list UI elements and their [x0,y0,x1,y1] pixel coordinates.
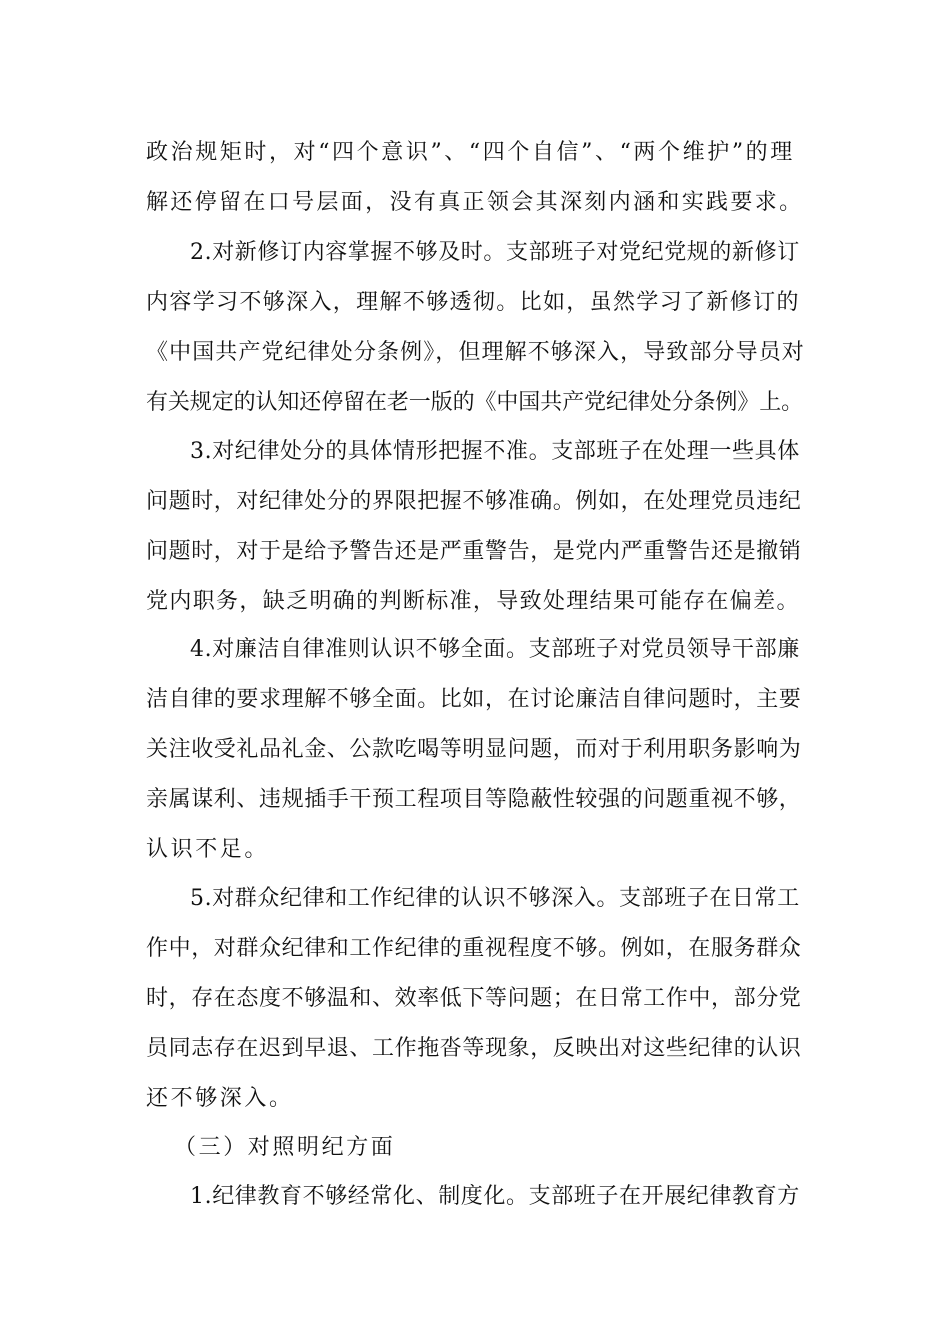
paragraph-line: 4.对廉洁自律准则认识不够全面。支部班子对党员领导干部廉 [190,637,800,662]
paragraph-line: 3.对纪律处分的具体情形把握不准。支部班子在处理一些具体 [190,439,800,464]
section-heading: （三）对照明纪方面 [174,1135,396,1160]
paragraph-line: 解还停留在口号层面，没有真正领会其深刻内涵和实践要求。 [146,190,804,215]
paragraph-line: 时，存在态度不够温和、效率低下等问题；在日常工作中，部分党 [146,986,802,1011]
paragraph-line: 党内职务，缺乏明确的判断标准，导致处理结果可能存在偏差。 [146,589,800,614]
paragraph-line: 内容学习不够深入，理解不够透彻。比如，虽然学习了新修订的 [146,290,800,315]
paragraph-line: 亲属谋利、违规插手干预工程项目等隐蔽性较强的问题重视不够， [146,787,802,812]
paragraph-line: 问题时，对于是给予警告还是严重警告，是党内严重警告还是撤销 [146,539,802,564]
paragraph-line: 政治规矩时，对“四个意识”、“四个自信”、“两个维护”的理 [146,140,795,165]
paragraph-line: 洁自律的要求理解不够全面。比如，在讨论廉洁自律问题时，主要 [146,687,802,712]
paragraph-line: 关注收受礼品礼金、公款吃喝等明显问题，而对于利用职务影响为 [146,737,802,762]
paragraph-line: 还不够深入。 [146,1086,294,1111]
paragraph-line: 作中，对群众纪律和工作纪律的重视程度不够。例如，在服务群众 [146,936,802,961]
paragraph-line: 2.对新修订内容掌握不够及时。支部班子对党纪党规的新修订 [190,240,800,265]
paragraph-line: 5.对群众纪律和工作纪律的认识不够深入。支部班子在日常工 [190,886,800,911]
paragraph-line: 《中国共产党纪律处分条例》，但理解不够深入，导致部分导员对 [146,340,805,365]
paragraph-line: 认识不足。 [146,837,270,862]
paragraph-line: 1.纪律教育不够经常化、制度化。支部班子在开展纪律教育方 [190,1184,800,1209]
paragraph-line: 有关规定的认知还停留在老一版的《中国共产党纪律处分条例》上。 [146,390,804,415]
paragraph-line: 员同志存在迟到早退、工作拖沓等现象，反映出对这些纪律的认识 [146,1036,802,1061]
paragraph-line: 问题时，对纪律处分的界限把握不够准确。例如，在处理党员违纪 [146,489,802,514]
